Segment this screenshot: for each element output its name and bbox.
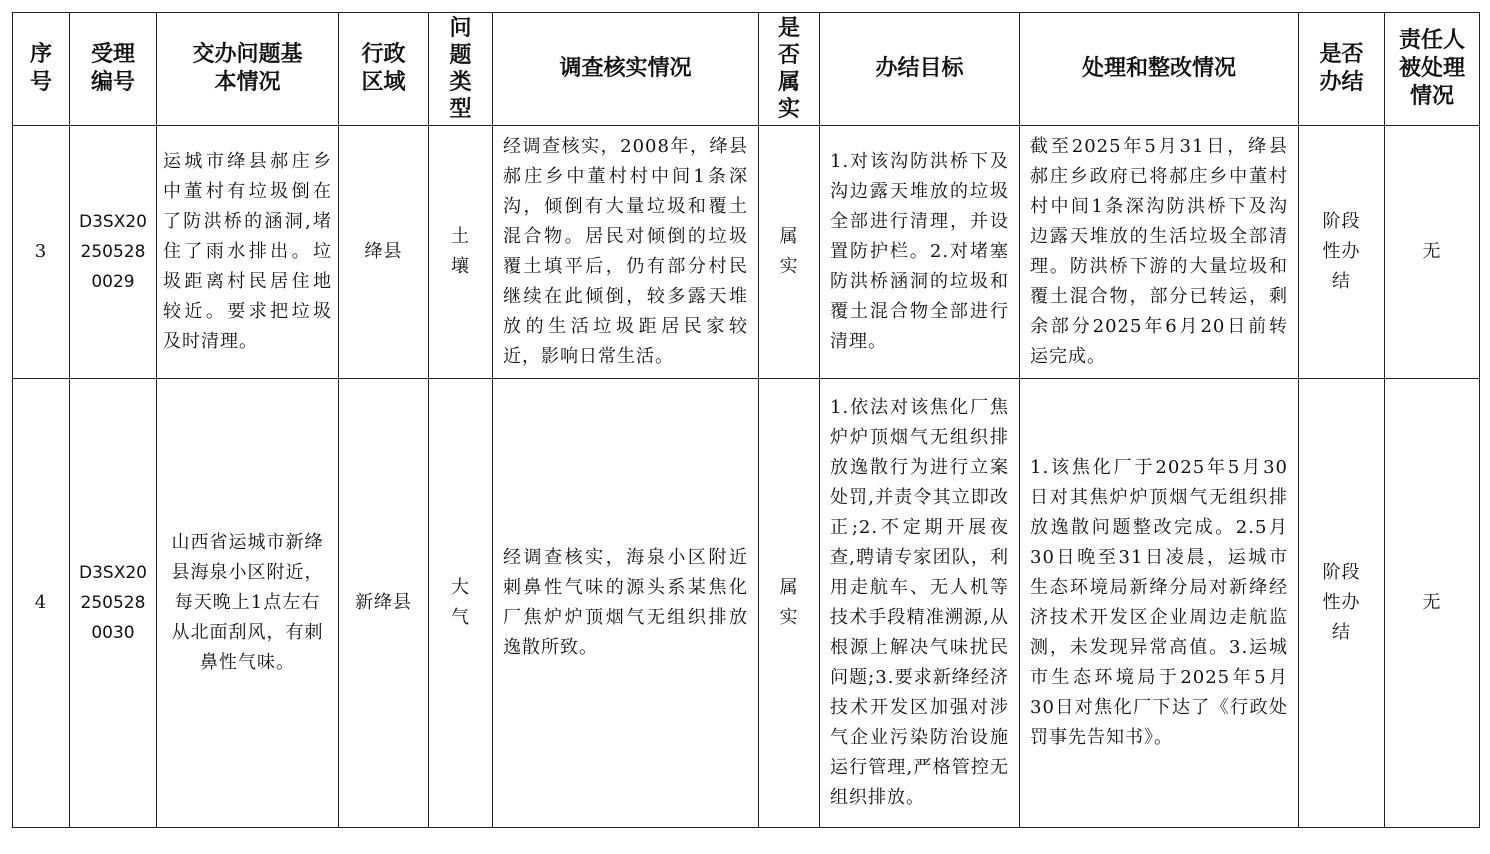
cell-issue: 山西省运城市新绛县海泉小区附近，每天晚上1点左右从北面刮风，有刺鼻性气味。 — [157, 379, 339, 828]
cell-code: D3SX20 250528 0029 — [70, 126, 157, 379]
cell-seq: 3 — [13, 126, 70, 379]
header-verified: 是否属实 — [759, 13, 820, 126]
cell-region: 新绛县 — [339, 379, 429, 828]
header-punished: 责任人被处理情况 — [1385, 13, 1480, 126]
cell-investigation: 经调查核实，海泉小区附近刺鼻性气味的源头系某焦化厂焦炉炉顶烟气无组织排放逸散所致。 — [493, 379, 759, 828]
cell-handling: 截至2025年5月31日，绛县郝庄乡政府已将郝庄乡中董村村中间1条深沟防洪桥下及沟边露天堆放的生活垃圾全部清理。防洪桥下游的大量垃圾和覆土混合物，部分已转运，剩余部分2025年6月20日前转运完成。 — [1020, 126, 1299, 379]
header-row — [13, 13, 1480, 126]
header-investigation: 调查核实情况 — [493, 13, 759, 126]
cell-target: 1.依法对该焦化厂焦炉炉顶烟气无组织排放逸散行为进行立案处罚,并责令其立即改正;2.不定期开展夜查,聘请专家团队，利用走航车、无人机等技术手段精准溯源,从根源上解决气味扰民问题;3.要求新绛经济技术开发区加强对涉气企业污染防治设施运行管理,严格管控无组织排放。 — [820, 379, 1020, 828]
inspection-table — [12, 12, 1480, 828]
table-row — [13, 126, 1480, 379]
header-handling: 处理和整改情况 — [1020, 13, 1299, 126]
table-row — [13, 379, 1480, 828]
cell-region: 绛县 — [339, 126, 429, 379]
cell-issue: 运城市绛县郝庄乡中董村有垃圾倒在了防洪桥的涵洞,堵住了雨水排出。垃圾距离村民居住地较近。要求把垃圾及时清理。 — [157, 126, 339, 379]
header-code: 受理编号 — [70, 13, 157, 126]
cell-closed: 阶段性办结 — [1299, 126, 1385, 379]
cell-investigation: 经调查核实，2008年，绛县郝庄乡中董村村中间1条深沟，倾倒有大量垃圾和覆土混合物。居民对倾倒的垃圾覆土填平后，仍有部分村民继续在此倾倒，较多露天堆放的生活垃圾距居民家较近，影响日常生活。 — [493, 126, 759, 379]
header-issue: 交办问题基本情况 — [157, 13, 339, 126]
cell-code: D3SX20 250528 0030 — [70, 379, 157, 828]
cell-verified: 属实 — [759, 126, 820, 379]
cell-type: 土壤 — [429, 126, 493, 379]
cell-type: 大气 — [429, 379, 493, 828]
cell-punished: 无 — [1385, 126, 1480, 379]
header-region: 行政区域 — [339, 13, 429, 126]
cell-punished: 无 — [1385, 379, 1480, 828]
header-type: 问题类型 — [429, 13, 493, 126]
cell-handling: 1.该焦化厂于2025年5月30日对其焦炉炉顶烟气无组织排放逸散问题整改完成。2.5月30日晚至31日凌晨，运城市生态环境局新绛分局对新绛经济技术开发区企业周边走航监测，未发现异常高值。3.运城市生态环境局于2025年5月30日对焦化厂下达了《行政处罚事先告知书》。 — [1020, 379, 1299, 828]
cell-closed: 阶段性办结 — [1299, 379, 1385, 828]
header-closed: 是否办结 — [1299, 13, 1385, 126]
cell-seq: 4 — [13, 379, 70, 828]
cell-verified: 属实 — [759, 379, 820, 828]
header-target: 办结目标 — [820, 13, 1020, 126]
header-seq: 序号 — [13, 13, 70, 126]
cell-target: 1.对该沟防洪桥下及沟边露天堆放的垃圾全部进行清理，并设置防护栏。2.对堵塞防洪桥涵洞的垃圾和覆土混合物全部进行清理。 — [820, 126, 1020, 379]
